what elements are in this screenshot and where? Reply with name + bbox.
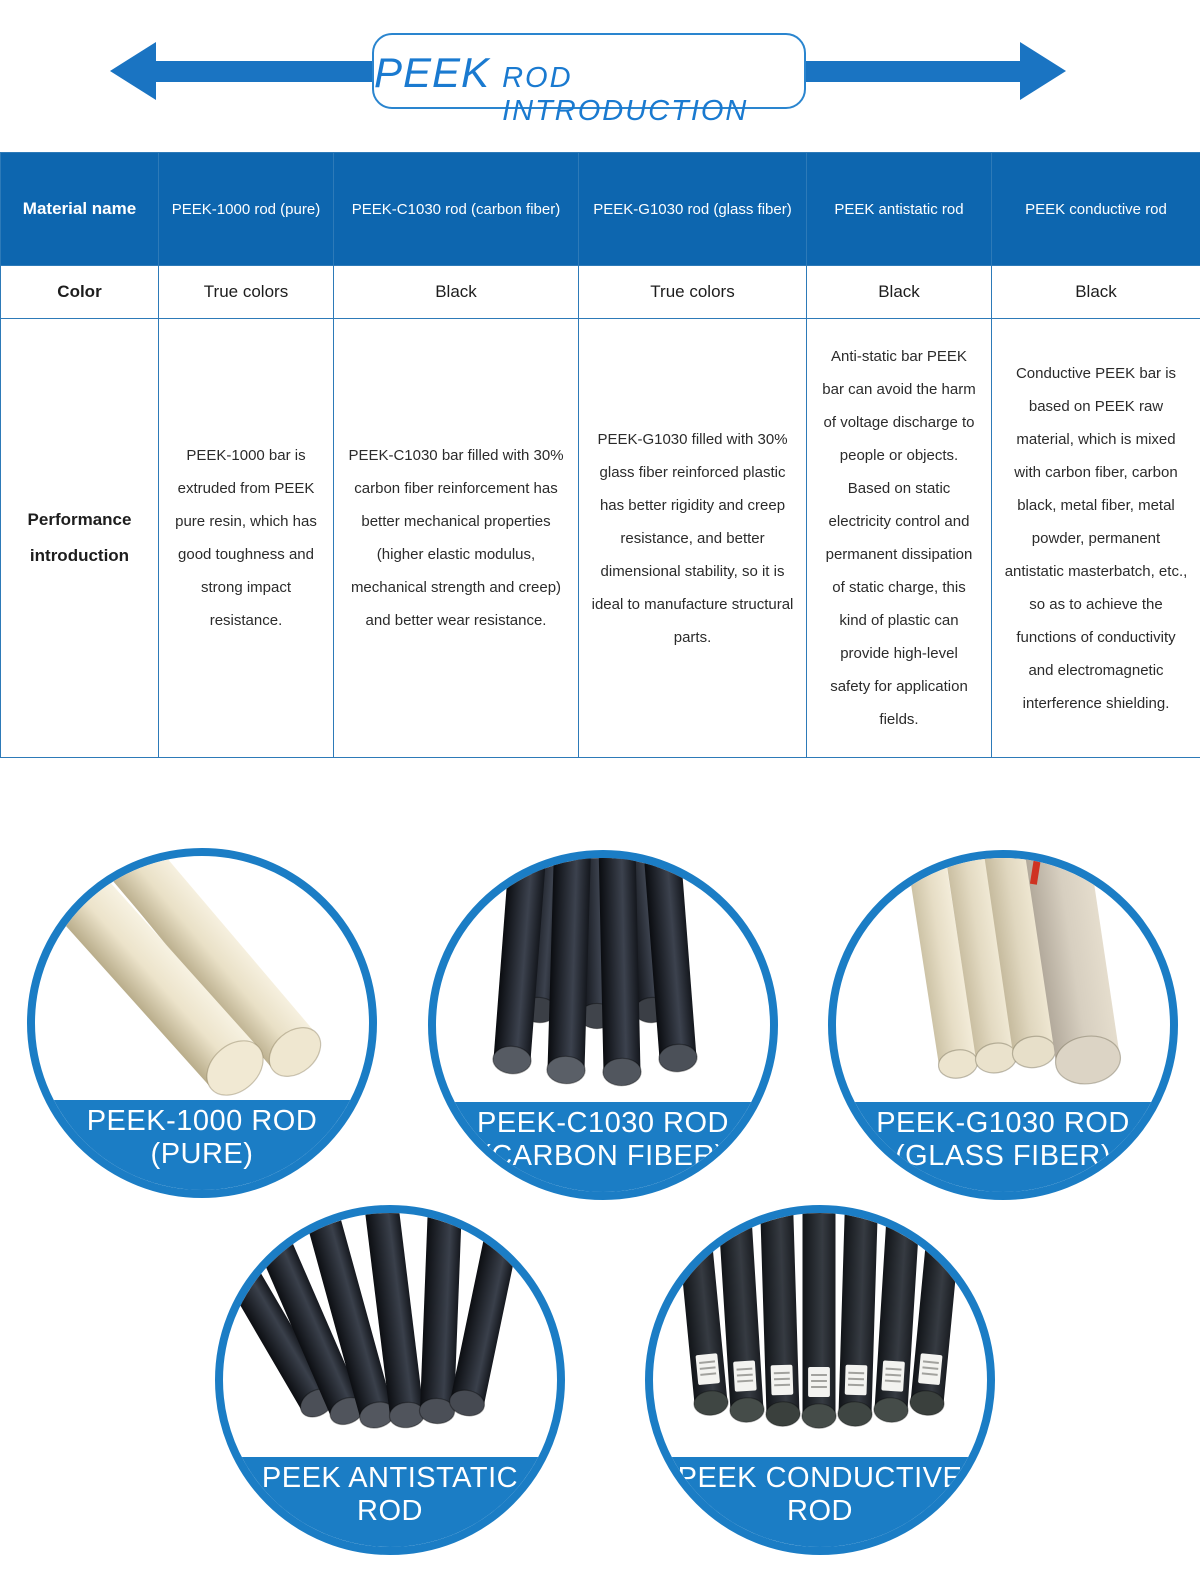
peek-conductive-rod-image bbox=[653, 1213, 987, 1459]
page-title bbox=[372, 33, 806, 127]
product-card-peek-c1030 bbox=[428, 850, 778, 1200]
product-label-line1: PEEK-C1030 ROD bbox=[477, 1107, 729, 1139]
product-label-line1: PEEK ANTISTATIC bbox=[261, 1462, 519, 1494]
peek-1000-rod-image bbox=[35, 856, 369, 1102]
header-cell-peek-1000: PEEK-1000 rod (pure) bbox=[159, 153, 334, 266]
color-row-label: Color bbox=[1, 266, 159, 319]
spec-table bbox=[0, 152, 1200, 758]
header-cell-conductive: PEEK conductive rod bbox=[992, 153, 1200, 266]
product-label-band bbox=[434, 1102, 772, 1194]
peek-antistatic-rod-image bbox=[223, 1213, 557, 1459]
product-label-line2: ROD bbox=[787, 1495, 853, 1528]
peek-c1030-rod-image bbox=[436, 858, 770, 1104]
arrow-right-icon bbox=[1020, 42, 1066, 100]
product-label-line2: (PURE) bbox=[150, 1138, 254, 1171]
product-card-peek-antistatic bbox=[215, 1205, 565, 1555]
color-cell: Black bbox=[992, 266, 1200, 319]
banner bbox=[0, 0, 1200, 150]
product-label-line2: ROD bbox=[357, 1495, 423, 1528]
product-card-peek-conductive bbox=[645, 1205, 995, 1555]
page-title-rest: ROD INTRODUCTION bbox=[502, 62, 749, 127]
color-cell: Black bbox=[807, 266, 992, 319]
color-cell: True colors bbox=[579, 266, 807, 319]
product-label-line2: (CARBON FIBER) bbox=[481, 1140, 725, 1173]
header-cell-antistatic: PEEK antistatic rod bbox=[807, 153, 992, 266]
color-cell: Black bbox=[334, 266, 579, 319]
product-label-line1: PEEK CONDUCTIVE bbox=[677, 1462, 963, 1494]
performance-row bbox=[1, 319, 1200, 758]
color-row bbox=[1, 266, 1200, 319]
performance-cell: PEEK-C1030 bar filled with 30% carbon fiber reinforcement has better mechanical properties (higher elastic modulus, mechanical strength and creep) and better wear resistance. bbox=[334, 319, 579, 758]
product-label-band bbox=[33, 1100, 371, 1192]
performance-cell: Anti-static bar PEEK bar can avoid the harm of voltage discharge to people or objects. Based on static electricity control and permanent dissipation of static charge, this kind of plastic can provide high-level safety for application fields. bbox=[807, 319, 992, 758]
product-label-band bbox=[651, 1457, 989, 1549]
product-label-line1: PEEK-G1030 ROD bbox=[876, 1107, 1130, 1139]
performance-row-label: Performance introduction bbox=[1, 319, 159, 758]
product-label-band bbox=[834, 1102, 1172, 1194]
performance-cell: Conductive PEEK bar is based on PEEK raw material, which is mixed with carbon fiber, carbon black, metal fiber, metal powder, permanent antistatic masterbatch, etc., so as to achieve the functions of conductivity and electromagnetic interference shielding. bbox=[992, 319, 1200, 758]
color-cell: True colors bbox=[159, 266, 334, 319]
header-cell-material-name: Material name bbox=[1, 153, 159, 266]
product-card-peek-g1030 bbox=[828, 850, 1178, 1200]
table-header-row bbox=[1, 153, 1200, 266]
performance-cell: PEEK-1000 bar is extruded from PEEK pure resin, which has good toughness and strong impact resistance. bbox=[159, 319, 334, 758]
product-card-peek-1000 bbox=[27, 848, 377, 1198]
product-label-band bbox=[221, 1457, 559, 1549]
peek-g1030-rod-image bbox=[836, 858, 1170, 1104]
page-title-peek: PEEK bbox=[374, 49, 491, 96]
product-label-line2: (GLASS FIBER) bbox=[895, 1140, 1111, 1173]
header-cell-peek-c1030: PEEK-C1030 rod (carbon fiber) bbox=[334, 153, 579, 266]
product-label-line1: PEEK-1000 ROD bbox=[86, 1105, 318, 1137]
header-cell-peek-g1030: PEEK-G1030 rod (glass fiber) bbox=[579, 153, 807, 266]
performance-cell: PEEK-G1030 filled with 30% glass fiber reinforced plastic has better rigidity and creep resistance, and better dimensional stability, so it is ideal to manufacture structural parts. bbox=[579, 319, 807, 758]
